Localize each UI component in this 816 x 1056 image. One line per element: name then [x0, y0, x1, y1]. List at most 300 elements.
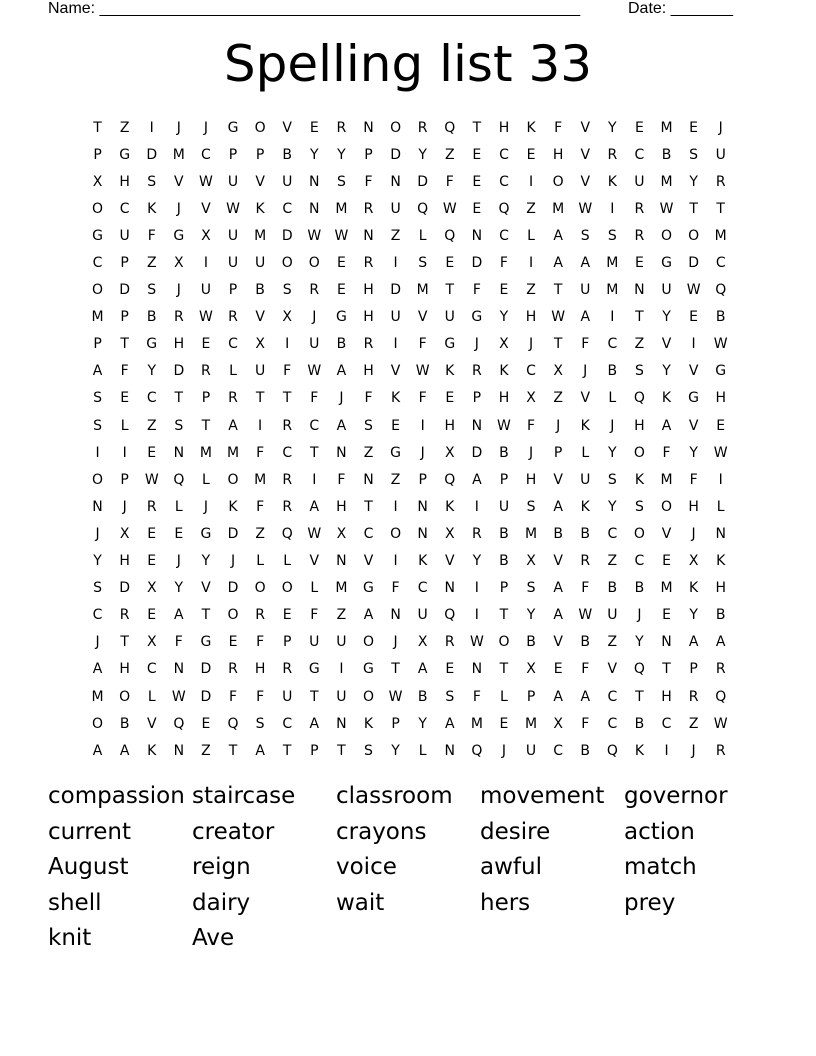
grid-letter: Z: [119, 119, 130, 136]
grid-letter: A: [363, 607, 374, 624]
word-bank-item: staircase: [192, 783, 296, 809]
grid-letter: Q: [281, 525, 293, 542]
grid-letter: M: [335, 580, 348, 597]
grid-letter: J: [637, 607, 642, 624]
grid-letter: W: [442, 200, 457, 217]
grid-letter: O: [254, 580, 266, 597]
grid-letter: C: [92, 255, 103, 272]
word-bank-item: reign: [192, 854, 251, 880]
grid-letter: L: [283, 553, 292, 570]
grid-letter: H: [715, 390, 726, 407]
grid-letter: O: [633, 444, 645, 461]
grid-letter: J: [230, 553, 236, 570]
grid-letter: C: [363, 525, 374, 542]
grid-letter: I: [95, 444, 100, 461]
grid-letter: V: [255, 173, 265, 190]
grid-letter: N: [363, 227, 374, 244]
grid-letter: Y: [608, 498, 617, 515]
grid-letter: M: [335, 200, 348, 217]
word-bank-item: match: [624, 854, 697, 880]
grid-letter: G: [661, 255, 672, 272]
grid-letter: B: [336, 336, 347, 353]
grid-letter: R: [607, 146, 618, 163]
grid-letter: G: [363, 661, 374, 678]
grid-letter: F: [120, 363, 129, 380]
grid-letter: W: [659, 200, 674, 217]
page-title: Spelling list 33: [223, 35, 593, 93]
grid-letter: I: [258, 417, 263, 434]
grid-letter: K: [147, 200, 157, 217]
grid-letter: G: [173, 227, 185, 244]
grid-letter: O: [92, 282, 104, 299]
grid-letter: A: [92, 742, 103, 759]
grid-letter: V: [417, 309, 428, 326]
grid-letter: G: [335, 309, 347, 326]
grid-letter: R: [634, 200, 645, 217]
grid-letter: I: [339, 661, 344, 678]
grid-letter: L: [174, 498, 183, 515]
grid-letter: F: [472, 282, 481, 299]
grid-letter: A: [661, 417, 672, 434]
grid-letter: Q: [227, 715, 239, 732]
grid-letter: S: [607, 471, 617, 488]
grid-letter: X: [336, 525, 347, 542]
grid-letter: A: [472, 471, 482, 488]
grid-letter: G: [200, 525, 212, 542]
grid-letter: B: [526, 634, 536, 651]
grid-letter: B: [255, 282, 265, 299]
grid-letter: U: [580, 282, 591, 299]
grid-letter: V: [174, 173, 184, 190]
grid-letter: C: [715, 255, 726, 272]
grid-letter: E: [689, 309, 699, 326]
grid-letter: Y: [608, 444, 617, 461]
grid-letter: D: [227, 525, 239, 542]
grid-letter: Y: [93, 553, 102, 570]
grid-letter: H: [498, 119, 510, 136]
grid-letter: T: [391, 661, 400, 678]
grid-letter: Q: [471, 742, 483, 759]
grid-letter: R: [363, 255, 374, 272]
grid-letter: I: [610, 200, 615, 217]
grid-letter: T: [472, 119, 482, 136]
word-bank-item: Ave: [192, 925, 235, 951]
grid-letter: G: [146, 336, 158, 353]
grid-letter: E: [336, 282, 346, 299]
grid-letter: R: [282, 471, 293, 488]
grid-letter: E: [526, 146, 536, 163]
grid-letter: M: [606, 282, 619, 299]
grid-letter: A: [228, 417, 238, 434]
grid-letter: H: [525, 309, 537, 326]
grid-letter: A: [309, 498, 320, 515]
grid-letter: R: [228, 390, 238, 407]
grid-letter: B: [119, 715, 130, 732]
grid-letter: Q: [633, 661, 645, 678]
grid-letter: P: [499, 580, 509, 597]
grid-letter: J: [122, 498, 127, 515]
grid-letter: K: [499, 363, 509, 380]
grid-letter: E: [634, 255, 644, 272]
grid-letter: U: [607, 607, 618, 624]
grid-letter: V: [201, 200, 211, 217]
grid-letter: U: [309, 336, 320, 353]
grid-letter: W: [415, 363, 430, 380]
grid-letter: C: [634, 146, 645, 163]
grid-letter: N: [336, 444, 347, 461]
grid-letter: D: [200, 688, 212, 705]
grid-letter: P: [391, 715, 400, 732]
grid-letter: T: [553, 282, 563, 299]
grid-letter: T: [337, 742, 346, 759]
grid-letter: G: [715, 363, 727, 380]
grid-letter: V: [255, 309, 265, 326]
grid-letter: M: [172, 146, 185, 163]
grid-letter: W: [307, 227, 322, 244]
grid-letter: E: [445, 255, 455, 272]
grid-letter: V: [607, 661, 618, 678]
grid-letter: H: [336, 498, 347, 515]
grid-letter: I: [393, 336, 398, 353]
grid-letter: C: [607, 336, 618, 353]
grid-letter: S: [607, 227, 617, 244]
grid-letter: C: [282, 444, 293, 461]
grid-letter: C: [607, 688, 618, 705]
grid-letter: P: [120, 255, 129, 272]
grid-letter: A: [417, 661, 428, 678]
grid-letter: B: [580, 634, 591, 651]
grid-letter: A: [553, 227, 563, 244]
grid-letter: X: [92, 173, 103, 190]
grid-letter: V: [688, 363, 699, 380]
grid-letter: C: [553, 742, 564, 759]
grid-letter: O: [92, 715, 104, 732]
grid-letter: E: [662, 553, 671, 570]
grid-letter: L: [310, 580, 319, 597]
grid-letter: Z: [146, 255, 157, 272]
grid-letter: F: [283, 363, 292, 380]
grid-letter: J: [203, 119, 208, 136]
grid-letter: T: [364, 498, 373, 515]
grid-letter: J: [556, 417, 561, 434]
grid-letter: T: [499, 661, 509, 678]
grid-letter: K: [661, 390, 672, 407]
grid-letter: R: [363, 200, 374, 217]
grid-letter: G: [688, 390, 700, 407]
grid-letter: S: [282, 282, 292, 299]
grid-letter: A: [553, 255, 563, 272]
grid-letter: E: [147, 525, 157, 542]
grid-letter: E: [445, 661, 455, 678]
grid-letter: W: [497, 417, 511, 434]
grid-letter: L: [500, 688, 508, 705]
grid-letter: D: [119, 282, 131, 299]
grid-letter: P: [93, 146, 102, 163]
grid-letter: G: [390, 444, 401, 461]
grid-letter: U: [580, 471, 591, 488]
grid-letter: C: [634, 553, 645, 570]
grid-letter: X: [282, 309, 292, 326]
grid-letter: X: [553, 715, 563, 732]
grid-letter: B: [417, 688, 428, 705]
grid-letter: Z: [607, 553, 618, 570]
grid-letter: Z: [146, 417, 157, 434]
grid-letter: E: [499, 282, 509, 299]
grid-letter: S: [147, 173, 157, 190]
grid-letter: U: [525, 742, 537, 759]
grid-letter: Y: [418, 715, 427, 732]
grid-letter: O: [661, 227, 673, 244]
grid-letter: L: [418, 742, 427, 759]
grid-letter: F: [256, 444, 265, 461]
grid-letter: H: [363, 309, 374, 326]
grid-letter: T: [662, 661, 671, 678]
grid-letter: M: [91, 309, 104, 326]
grid-letter: U: [254, 363, 266, 380]
grid-letter: G: [308, 661, 320, 678]
grid-letter: E: [309, 119, 319, 136]
grid-letter: A: [309, 715, 320, 732]
grid-letter: N: [471, 417, 483, 434]
grid-letter: C: [282, 715, 293, 732]
grid-letter: Z: [255, 525, 265, 542]
grid-letter: K: [363, 715, 374, 732]
grid-letter: E: [716, 417, 726, 434]
grid-letter: X: [146, 580, 157, 597]
grid-letter: R: [282, 661, 293, 678]
grid-letter: E: [391, 417, 400, 434]
grid-letter: T: [310, 444, 319, 461]
grid-letter: E: [174, 525, 184, 542]
grid-letter: S: [93, 390, 102, 407]
grid-letter: D: [227, 580, 239, 597]
word-bank: [48, 780, 768, 958]
grid-letter: R: [282, 417, 293, 434]
grid-letter: I: [528, 173, 534, 190]
grid-letter: H: [254, 661, 266, 678]
grid-letter: P: [201, 390, 211, 407]
grid-letter: K: [147, 742, 157, 759]
grid-letter: T: [93, 119, 102, 136]
grid-letter: X: [444, 525, 455, 542]
grid-letter: M: [525, 715, 538, 732]
grid-letter: R: [146, 498, 157, 515]
grid-letter: E: [634, 119, 644, 136]
word-bank-item: dairy: [192, 889, 251, 916]
grid-letter: R: [336, 119, 347, 136]
grid-letter: R: [228, 661, 238, 678]
grid-letter: W: [307, 525, 322, 542]
grid-letter: Z: [526, 282, 536, 299]
grid-letter: F: [662, 444, 671, 461]
grid-letter: X: [255, 336, 265, 353]
grid-letter: Q: [715, 688, 727, 705]
grid-letter: R: [471, 363, 482, 380]
grid-letter: E: [445, 390, 455, 407]
grid-letter: B: [553, 525, 563, 542]
grid-letter: K: [418, 553, 428, 570]
grid-letter: Q: [444, 227, 456, 244]
grid-letter: R: [309, 282, 320, 299]
grid-letter: C: [417, 580, 428, 597]
grid-letter: E: [228, 634, 238, 651]
grid-letter: H: [661, 688, 672, 705]
grid-letter: A: [715, 634, 726, 651]
grid-letter: A: [580, 309, 591, 326]
grid-letter: B: [715, 607, 726, 624]
grid-letter: C: [499, 146, 509, 163]
word-bank-item: desire: [480, 818, 551, 845]
grid-letter: N: [471, 661, 483, 678]
grid-letter: P: [228, 146, 238, 163]
grid-letter: R: [417, 119, 428, 136]
grid-letter: P: [364, 146, 373, 163]
grid-letter: F: [147, 227, 156, 244]
grid-letter: E: [120, 390, 130, 407]
grid-letter: S: [445, 688, 455, 705]
grid-letter: X: [553, 363, 563, 380]
grid-letter: U: [498, 498, 510, 515]
grid-letter: R: [688, 688, 699, 705]
grid-letter: C: [526, 363, 536, 380]
grid-letter: U: [227, 255, 239, 272]
grid-letter: U: [309, 634, 320, 651]
grid-letter: R: [444, 634, 455, 651]
grid-letter: O: [661, 498, 673, 515]
grid-letter: Y: [662, 309, 671, 326]
grid-letter: V: [146, 715, 157, 732]
word-bank-item: shell: [48, 889, 102, 916]
grid-letter: O: [390, 525, 402, 542]
grid-letter: A: [553, 580, 563, 597]
grid-letter: U: [200, 282, 212, 299]
grid-letter: B: [146, 309, 157, 326]
grid-letter: J: [583, 363, 588, 380]
date-field-label[interactable]: Date: _______: [628, 0, 733, 17]
grid-letter: I: [149, 119, 154, 136]
grid-letter: P: [93, 336, 102, 353]
word-bank-item: awful: [480, 854, 542, 880]
grid-letter: H: [119, 553, 130, 570]
grid-letter: O: [552, 173, 564, 190]
grid-letter: A: [336, 363, 347, 380]
grid-letter: E: [336, 255, 346, 272]
grid-letter: W: [334, 227, 349, 244]
grid-letter: X: [417, 634, 428, 651]
grid-letter: F: [418, 390, 427, 407]
grid-letter: F: [554, 119, 563, 136]
grid-letter: G: [119, 146, 131, 163]
word-bank-item: compassion: [48, 783, 185, 809]
grid-letter: J: [420, 444, 425, 461]
grid-letter: Y: [201, 553, 211, 570]
grid-letter: N: [309, 200, 320, 217]
header: [48, 0, 768, 22]
grid-letter: F: [445, 173, 454, 190]
grid-letter: F: [581, 661, 590, 678]
grid-letter: R: [363, 336, 374, 353]
grid-letter: U: [336, 688, 347, 705]
grid-letter: G: [471, 309, 483, 326]
grid-letter: T: [553, 336, 563, 353]
grid-letter: W: [226, 200, 240, 217]
name-field-label[interactable]: Name: ______________________________________________________: [48, 0, 581, 17]
grid-letter: Z: [634, 336, 645, 353]
grid-letter: T: [716, 200, 725, 217]
grid-letter: J: [718, 119, 723, 136]
grid-letter: N: [92, 498, 103, 515]
grid-letter: B: [634, 715, 645, 732]
grid-letter: W: [469, 634, 484, 651]
grid-letter: K: [634, 742, 645, 759]
grid-letter: K: [228, 498, 238, 515]
grid-letter: D: [417, 173, 429, 190]
grid-letter: L: [120, 417, 129, 434]
grid-letter: M: [660, 119, 673, 136]
grid-letter: E: [201, 336, 211, 353]
grid-letter: D: [173, 363, 185, 380]
grid-letter: C: [499, 227, 509, 244]
grid-letter: N: [363, 119, 374, 136]
grid-letter: Y: [526, 607, 536, 624]
grid-letter: G: [92, 227, 103, 244]
grid-letter: B: [715, 309, 726, 326]
grid-letter: B: [661, 146, 672, 163]
grid-letter: M: [714, 227, 727, 244]
grid-letter: A: [119, 742, 130, 759]
grid-letter: I: [312, 471, 317, 488]
grid-letter: V: [553, 471, 563, 488]
grid-letter: T: [174, 390, 184, 407]
grid-letter: C: [607, 525, 618, 542]
grid-letter: J: [176, 119, 181, 136]
grid-letter: S: [418, 255, 428, 272]
grid-letter: O: [362, 688, 374, 705]
grid-letter: I: [393, 553, 398, 570]
grid-letter: D: [281, 227, 293, 244]
grid-letter: F: [310, 607, 319, 624]
grid-letter: E: [472, 146, 482, 163]
grid-letter: S: [255, 715, 265, 732]
grid-letter: E: [472, 200, 482, 217]
grid-letter: F: [364, 173, 373, 190]
grid-letter: P: [553, 444, 563, 461]
grid-letter: Z: [201, 742, 211, 759]
grid-letter: C: [201, 146, 211, 163]
grid-letter: Z: [688, 715, 699, 732]
grid-letter: S: [689, 146, 699, 163]
grid-letter: Q: [444, 119, 456, 136]
grid-letter: V: [661, 525, 672, 542]
grid-letter: Z: [526, 200, 536, 217]
grid-letter: R: [580, 553, 591, 570]
grid-letter: Q: [173, 471, 185, 488]
grid-letter: Q: [715, 282, 727, 299]
grid-letter: L: [229, 363, 237, 380]
grid-letter: Z: [607, 634, 618, 651]
grid-letter: F: [337, 471, 346, 488]
grid-letter: H: [363, 282, 374, 299]
grid-letter: H: [119, 661, 130, 678]
grid-letter: L: [608, 390, 617, 407]
grid-letter: K: [390, 390, 401, 407]
grid-letter: V: [661, 336, 672, 353]
grid-letter: Y: [689, 173, 698, 190]
grid-letter: H: [525, 471, 537, 488]
grid-letter: B: [499, 553, 509, 570]
grid-letter: R: [173, 309, 184, 326]
grid-letter: V: [553, 634, 563, 651]
